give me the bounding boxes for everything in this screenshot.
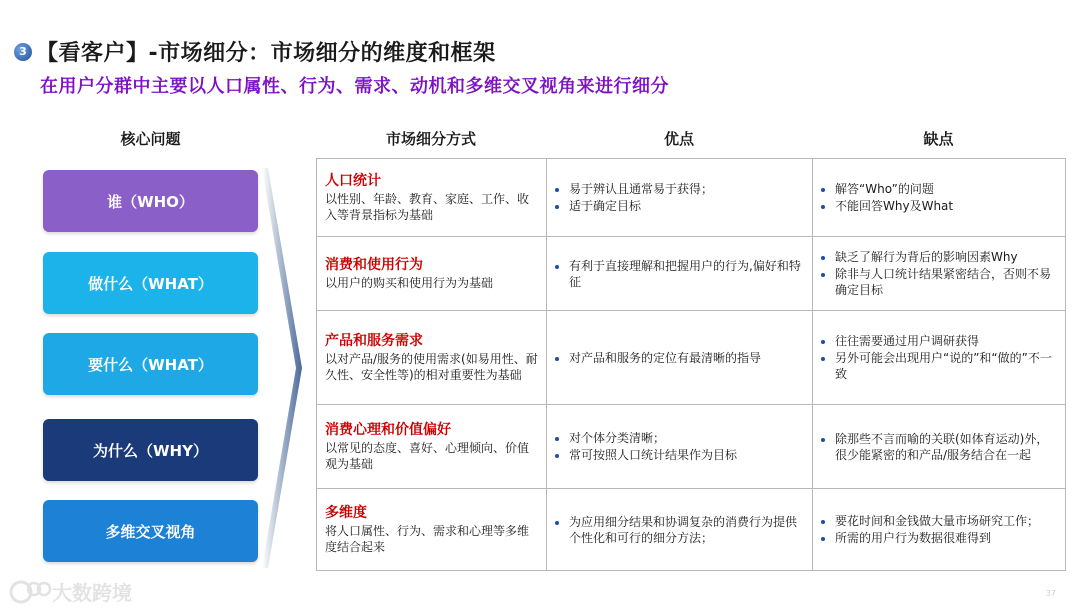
cons-list xyxy=(821,431,1057,463)
method-name: 产品和服务需求 xyxy=(325,332,423,349)
core-question-2: 做什么（WHAT） xyxy=(43,252,258,314)
cons-item: • 另外可能会出现用户“说的”和“做的”不一致 xyxy=(835,350,1057,382)
cons-cell xyxy=(813,159,1066,237)
pros-list xyxy=(555,350,804,366)
cons-item: • 往往需要通过用户调研获得 xyxy=(835,333,1057,349)
method-cell xyxy=(317,237,547,311)
core-question-5: 多维交叉视角 xyxy=(43,500,258,562)
logo-text: 大数跨境 xyxy=(52,581,132,605)
cons-list xyxy=(821,333,1057,382)
core-question-4: 为什么（WHY） xyxy=(43,419,258,481)
core-question-1: 谁（WHO） xyxy=(43,170,258,232)
method-description: 以性别、年龄、教育、家庭、工作、收入等背景指标为基础 xyxy=(325,191,530,222)
pros-list xyxy=(555,430,804,463)
cons-list xyxy=(821,249,1057,298)
method-description: 以用户的购买和使用行为为基础 xyxy=(325,275,494,290)
method-cell xyxy=(317,405,547,489)
cons-item: • 除那些不言而喻的关联(如体育运动)外，很少能紧密的和产品/服务结合在一起 xyxy=(835,431,1057,463)
cons-item: • 解答“Who”的问题 xyxy=(835,181,1057,197)
pros-cell xyxy=(547,237,813,311)
method-description: 以对产品/服务的使用需求(如易用性、耐久性、安全性等)的相对重要性为基础 xyxy=(325,351,538,382)
section-number-badge: 3 xyxy=(14,43,32,61)
method-name: 人口统计 xyxy=(325,172,381,189)
pros-cell xyxy=(547,405,813,489)
segmentation-table xyxy=(316,158,1066,571)
cons-cell xyxy=(813,405,1066,489)
pros-cell xyxy=(547,489,813,571)
pros-item: • 对产品和服务的定位有最清晰的指导 xyxy=(569,350,804,366)
table-row xyxy=(317,405,1066,489)
pros-item: • 对个体分类清晰； xyxy=(569,430,804,446)
page-title: 【看客户】-市场细分：市场细分的维度和框架 xyxy=(36,41,496,66)
pros-cell xyxy=(547,311,813,405)
pros-item: • 为应用细分结果和协调复杂的消费行为提供个性化和可行的细分方法； xyxy=(569,514,804,546)
chevron-arrow-icon xyxy=(262,168,304,568)
cons-cell xyxy=(813,237,1066,311)
pros-item: • 适于确定目标 xyxy=(569,198,804,214)
pros-list xyxy=(555,258,804,290)
method-description: 将人口属性、行为、需求和心理等多维度结合起来 xyxy=(325,523,530,554)
page-number: 37 xyxy=(1045,589,1056,598)
pros-item: • 有利于直接理解和把握用户的行为,偏好和特征 xyxy=(569,258,804,290)
cons-item: • 所需的用户行为数据很难得到 xyxy=(835,530,1057,546)
col-header-method: 市场细分方式 xyxy=(385,130,476,148)
page-subtitle: 在用户分群中主要以人口属性、行为、需求、动机和多维交叉视角来进行细分 xyxy=(40,76,669,97)
logo-mark-icon xyxy=(8,579,52,605)
pros-item: • 易于辨认且通常易于获得； xyxy=(569,181,804,197)
table-row xyxy=(317,237,1066,311)
table-row xyxy=(317,159,1066,237)
brand-logo xyxy=(8,577,132,606)
cons-cell xyxy=(813,489,1066,571)
method-cell xyxy=(317,489,547,571)
method-name: 消费和使用行为 xyxy=(325,256,423,273)
cons-item: • 除非与人口统计结果紧密结合，否则不易确定目标 xyxy=(835,266,1057,298)
pros-list xyxy=(555,181,804,214)
method-cell xyxy=(317,159,547,237)
table-row xyxy=(317,489,1066,571)
table-row xyxy=(317,311,1066,405)
method-name: 消费心理和价值偏好 xyxy=(325,421,451,438)
cons-cell xyxy=(813,311,1066,405)
cons-list xyxy=(821,513,1057,546)
method-description: 以常见的态度、喜好、心理倾向、价值观为基础 xyxy=(325,440,530,471)
pros-item: • 常可按照人口统计结果作为目标 xyxy=(569,447,804,463)
col-header-cons: 缺点 xyxy=(923,130,954,148)
col-header-core: 核心问题 xyxy=(120,130,181,148)
method-cell xyxy=(317,311,547,405)
cons-item: • 缺乏了解行为背后的影响因素Why xyxy=(835,249,1057,265)
core-question-3: 要什么（WHAT） xyxy=(43,333,258,395)
pros-list xyxy=(555,514,804,546)
col-header-pros: 优点 xyxy=(663,130,694,148)
method-name: 多维度 xyxy=(325,504,367,521)
cons-item: • 不能回答Why及What xyxy=(835,198,1057,214)
title-row xyxy=(14,36,496,67)
cons-item: • 要花时间和金钱做大量市场研究工作； xyxy=(835,513,1057,529)
pros-cell xyxy=(547,159,813,237)
cons-list xyxy=(821,181,1057,214)
